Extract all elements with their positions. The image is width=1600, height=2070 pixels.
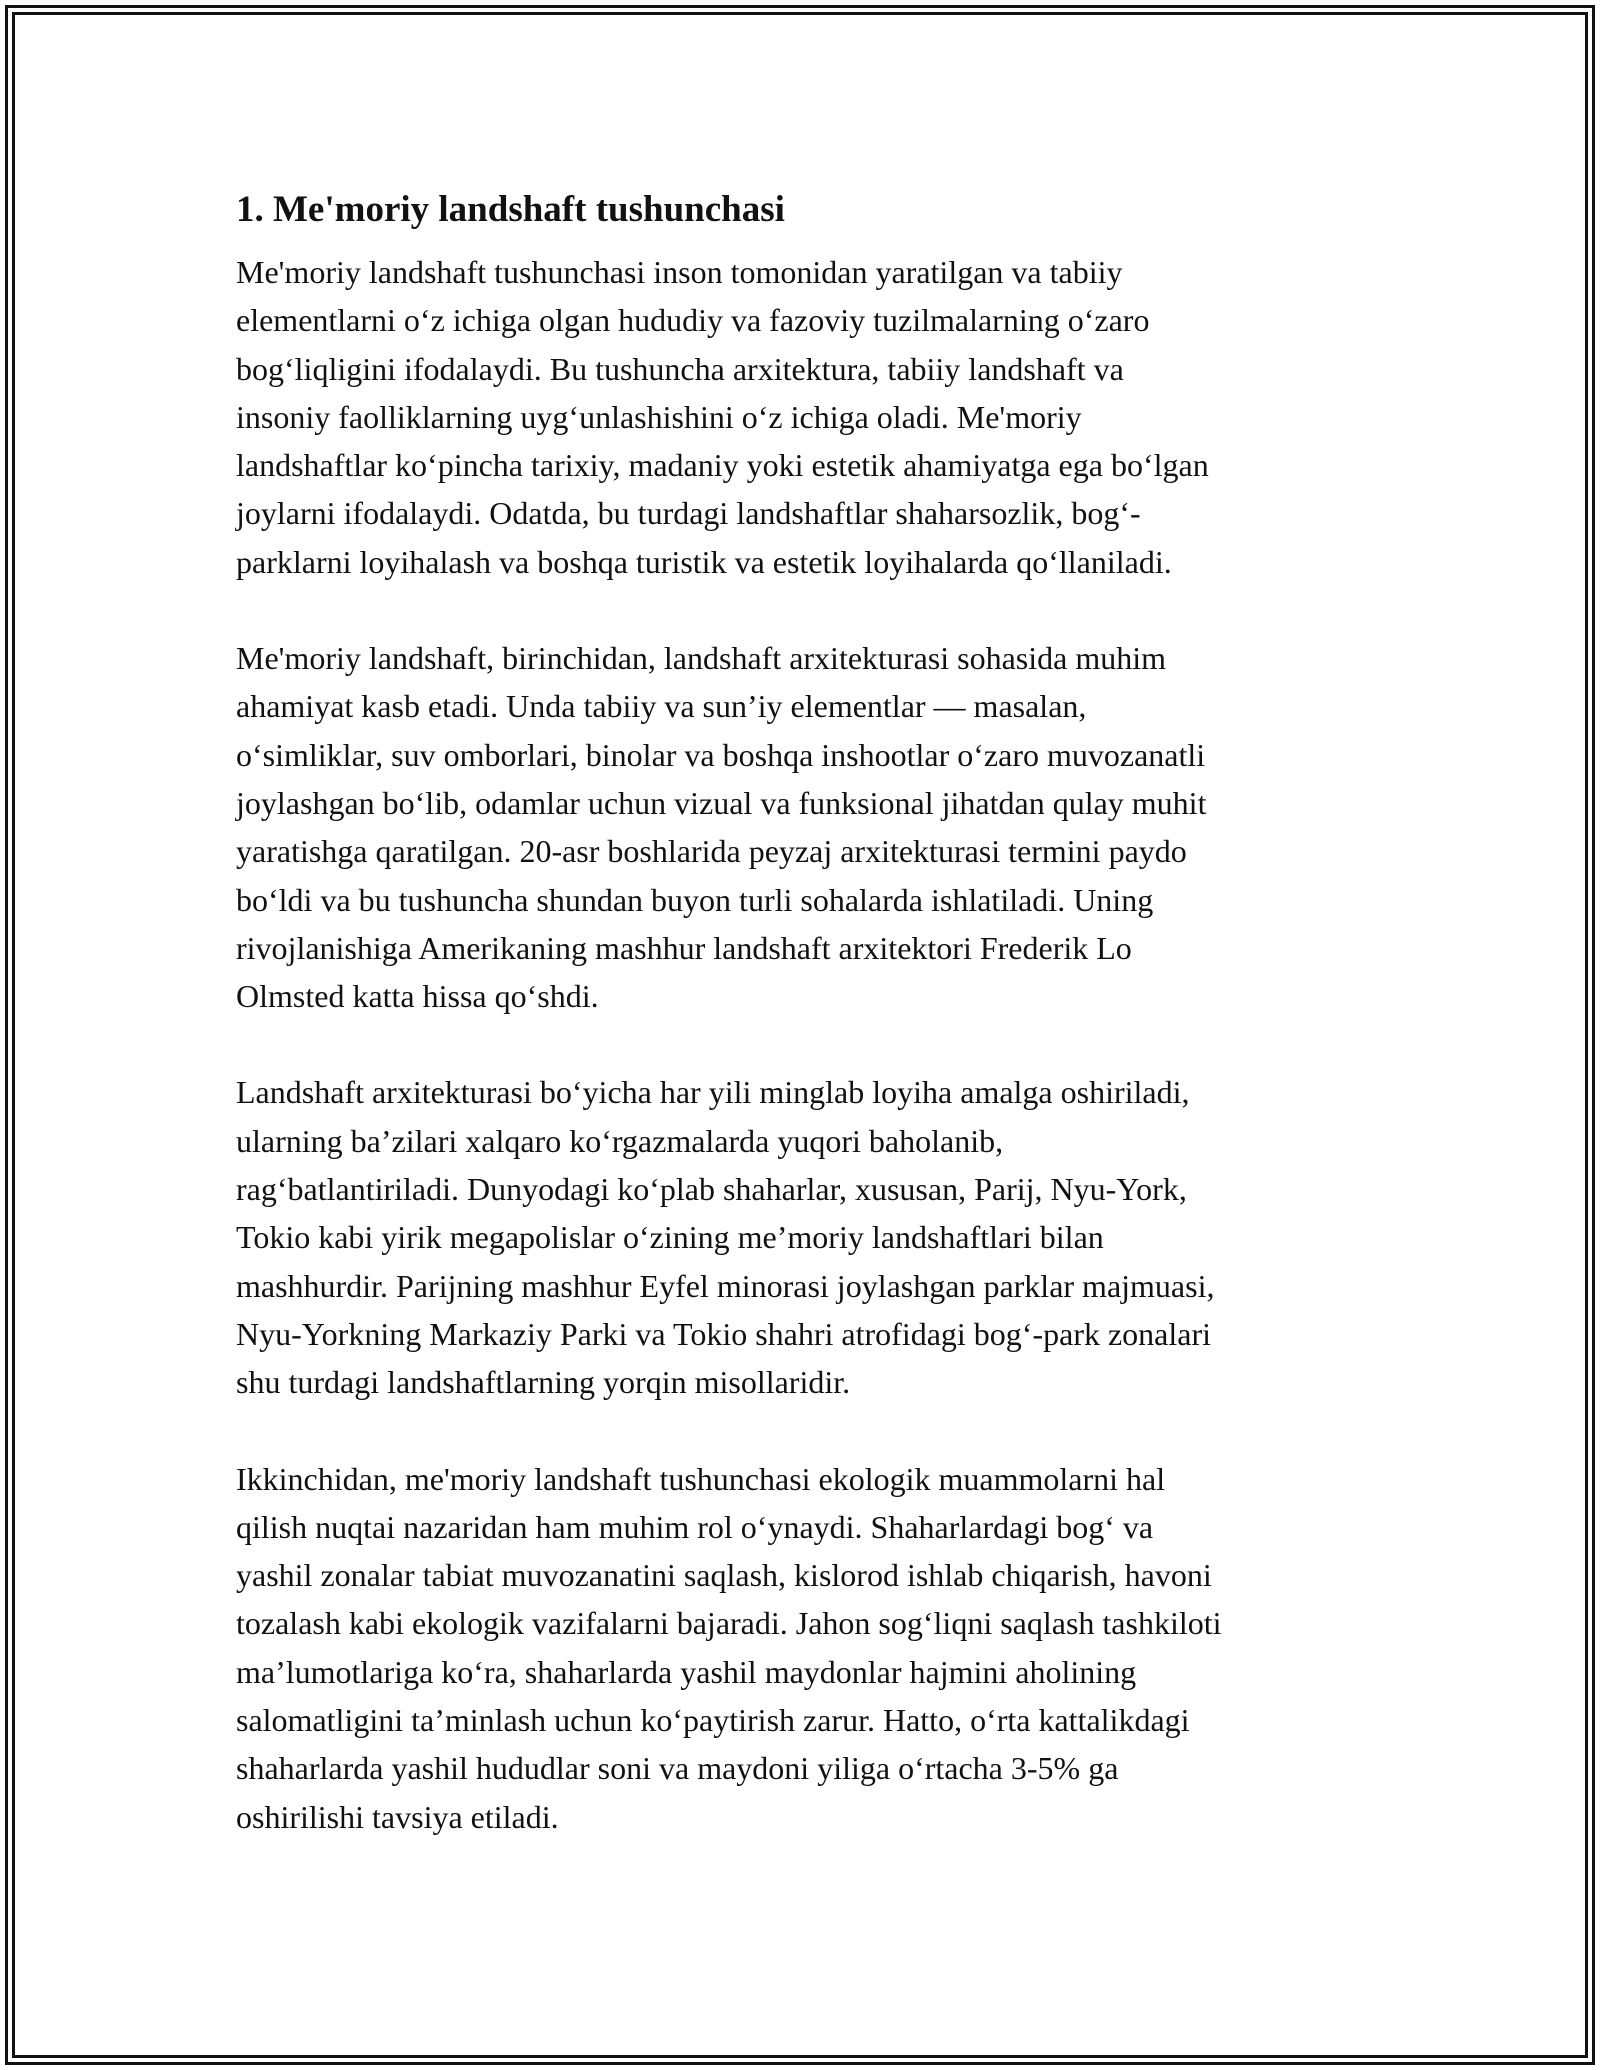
document-body [236,186,1386,1889]
paragraph-4 [236,1455,1386,1841]
text-line: bo‘ldi va bu tushuncha shundan buyon turli sohalarda ishlatiladi. Uning [236,881,1154,918]
text-line: shaharlarda yashil hududlar soni va maydoni yiliga o‘rtacha 3-5% ga [236,1750,1119,1787]
text-line: Tokio kabi yirik megapolislar o‘zining me’moriy landshaftlari bilan [236,1219,1104,1256]
text-line: tozalash kabi ekologik vazifalarni bajaradi. Jahon sog‘liqni saqlash tashkiloti [236,1605,1222,1642]
text-line: ahamiyat kasb etadi. Unda tabiiy va sun’iy elementlar — masalan, [236,688,1087,725]
paragraph-2 [236,634,1386,1020]
text-line: ularning ba’zilari xalqaro ko‘rgazmalarda yuqori baholanib, [236,1122,1004,1159]
paragraph-3 [236,1068,1386,1406]
text-line: yashil zonalar tabiat muvozanatini saqlash, kislorod ishlab chiqarish, havoni [236,1557,1212,1594]
text-line: joylarni ifodalaydi. Odatda, bu turdagi landshaftlar shaharsozlik, bog‘- [236,495,1141,532]
text-line: insoniy faolliklarning uyg‘unlashishini o‘z ichiga oladi. Me'moriy [236,398,1082,435]
text-line: Olmsted katta hissa qo‘shdi. [236,978,599,1015]
section-heading: 1. Me'moriy landshaft tushunchasi [236,189,785,230]
text-line: bog‘liqligini ifodalaydi. Bu tushuncha arxitektura, tabiiy landshaft va [236,350,1124,387]
text-line: ma’lumotlariga ko‘ra, shaharlarda yashil maydonlar hajmini aholining [236,1653,1137,1690]
text-line: shu turdagi landshaftlarning yorqin misollaridir. [236,1364,851,1401]
text-line: rag‘batlantiriladi. Dunyodagi ko‘plab shaharlar, xususan, Parij, Nyu-York, [236,1171,1187,1208]
text-line: rivojlanishiga Amerikaning mashhur landshaft arxitektori Frederik Lo [236,929,1132,966]
text-line: salomatligini ta’minlash uchun ko‘paytirish zarur. Hatto, o‘rta kattalikdagi [236,1702,1190,1739]
text-line: yaratishga qaratilgan. 20-asr boshlarida peyzaj arxitekturasi termini paydo [236,833,1187,870]
text-line: mashhurdir. Parijning mashhur Eyfel minorasi joylashgan parklar majmuasi, [236,1267,1215,1304]
text-line: o‘simliklar, suv omborlari, binolar va boshqa inshootlar o‘zaro muvozanatli [236,736,1206,773]
text-line: qilish nuqtai nazaridan ham muhim rol o‘ynaydi. Shaharlardagi bog‘ va [236,1508,1154,1545]
text-line: parklarni loyihalash va boshqa turistik va estetik loyihalarda qo‘llaniladi. [236,543,1172,580]
text-line: Me'moriy landshaft, birinchidan, landshaft arxitekturasi sohasida muhim [236,640,1166,677]
text-line: elementlarni o‘z ichiga olgan hududiy va fazoviy tuzilmalarning o‘zaro [236,302,1150,339]
text-line: joylashgan bo‘lib, odamlar uchun vizual va funksional jihatdan qulay muhit [236,784,1207,821]
text-line: oshirilishi tavsiya etiladi. [236,1798,559,1835]
text-line: Me'moriy landshaft tushunchasi inson tomonidan yaratilgan va tabiiy [236,254,1123,290]
text-line: Landshaft arxitekturasi bo‘yicha har yili minglab loyiha amalga oshiriladi, [236,1074,1190,1111]
text-line: Ikkinchidan, me'moriy landshaft tushunchasi ekologik muammolarni hal [236,1460,1166,1497]
text-line: landshaftlar ko‘pincha tarixiy, madaniy yoki estetik ahamiyatga ega bo‘lgan [236,447,1209,484]
paragraph-1 [236,248,1386,586]
text-line: Nyu-Yorkning Markaziy Parki va Tokio shahri atrofidagi bog‘-park zonalari [236,1315,1212,1352]
